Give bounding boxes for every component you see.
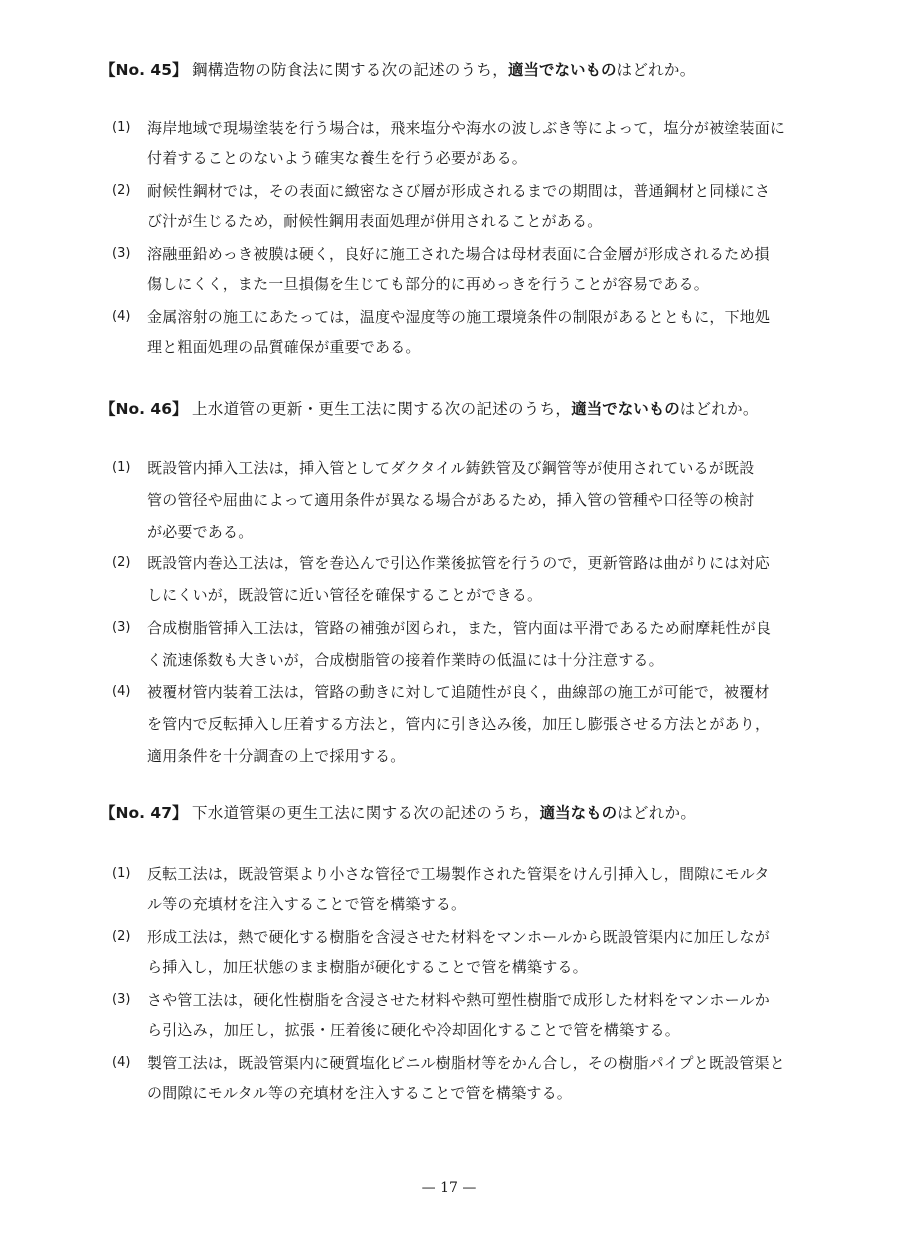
- choice-text-line: 適用条件を十分調査の上で採用する。: [147, 747, 406, 765]
- choice-text-line: 被覆材管内装着工法は，管路の動きに対して追随性が良く，曲線部の施工が可能で，被覆材: [147, 683, 770, 701]
- question-number: 【No. 47】: [100, 804, 188, 822]
- question-stem-end: はどれか。: [616, 61, 696, 79]
- choice-text-line: 耐候性鋼材では，その表面に緻密なさび層が形成されるまでの期間は，普通鋼材と同様にさ: [147, 182, 771, 200]
- choice-number: (1): [112, 120, 131, 135]
- choice-text-line: ら挿入し，加圧状態のまま樹脂が硬化することで管を構築する。: [147, 958, 588, 976]
- page-number: — 17 —: [421, 1180, 477, 1196]
- choice-text-line: 既設管内挿入工法は，挿入管としてダクタイル鋳鉄管及び鋼管等が使用されているが既設: [147, 459, 755, 477]
- choice-text-line: 形成工法は，熱で硬化する樹脂を含浸させた材料をマンホールから既設管渠内に加圧しなが: [147, 928, 770, 946]
- question-emphasis: 適当でないもの: [508, 61, 617, 79]
- choice-text-line: 海岸地域で現場塗装を行う場合は，飛来塩分や海水の波しぶき等によって，塩分が被塗装面に: [147, 119, 786, 137]
- choice-text-line: しにくいが，既設管に近い管径を確保することができる。: [147, 586, 543, 604]
- choice-text-line: ル等の充填材を注入することで管を構築する。: [147, 895, 467, 913]
- choice-text-line: 既設管内巻込工法は，管を巻込んで引込作業後拡管を行うので，更新管路は曲がりには対応: [147, 554, 770, 572]
- choice-text-line: 反転工法は，既設管渠より小さな管径で工場製作された管渠をけん引挿入し，間隙にモルタ: [147, 865, 770, 883]
- choice-text-line: 溶融亜鉛めっき被膜は硬く，良好に施工された場合は母材表面に合金層が形成されるため損: [147, 245, 770, 263]
- choice-number: (2): [112, 929, 131, 944]
- question-header: [100, 398, 860, 420]
- choice-text-line: 傷しにくく，また一旦損傷を生じても部分的に再めっきを行うことが容易である。: [147, 275, 709, 293]
- choice-text-line: 管の管径や屈曲によって適用条件が異なる場合があるため，挿入管の管種や口径等の検討: [147, 491, 755, 509]
- choice-text-line: く流速係数も大きいが，合成樹脂管の接着作業時の低温には十分注意する。: [147, 651, 664, 669]
- choice-number: (4): [112, 309, 131, 324]
- choice-number: (3): [112, 246, 131, 261]
- question-header: [100, 59, 860, 81]
- choice-text-line: 合成樹脂管挿入工法は，管路の補強が図られ，また，管内面は平滑であるため耐摩耗性が良: [147, 619, 772, 637]
- question-emphasis: 適当でないもの: [571, 400, 680, 418]
- choice-number: (2): [112, 183, 131, 198]
- choice-number: (3): [112, 992, 131, 1007]
- choice-text-line: さや管工法は，硬化性樹脂を含浸させた材料や熱可塑性樹脂で成形した材料をマンホールか: [147, 991, 770, 1009]
- choice-text-line: を管内で反転挿入し圧着する方法と，管内に引き込み後，加圧し膨張させる方法とがあり，: [147, 715, 771, 733]
- choice-number: (1): [112, 460, 131, 475]
- choice-number: (3): [112, 620, 131, 635]
- choice-text-line: ら引込み，加圧し，拡張・圧着後に硬化や冷却固化することで管を構築する。: [147, 1021, 680, 1039]
- question-emphasis: 適当なもの: [539, 804, 618, 822]
- choice-text-line: 製管工法は，既設管渠内に硬質塩化ビニル樹脂材等をかん合し，その樹脂パイプと既設管渠と: [147, 1054, 785, 1072]
- choice-number: (4): [112, 1055, 131, 1070]
- choice-text-line: 金属溶射の施工にあたっては，温度や湿度等の施工環境条件の制限があるとともに，下地処: [147, 308, 771, 326]
- question-header: [100, 802, 860, 824]
- choice-text-line: 付着することのないよう確実な養生を行う必要がある。: [147, 149, 528, 167]
- question-stem-end: はどれか。: [679, 400, 759, 418]
- question-stem-end: はどれか。: [617, 804, 697, 822]
- choice-text-line: び汁が生じるため，耐候性鋼用表面処理が併用されることがある。: [147, 212, 603, 230]
- question-stem: 上水道管の更新・更生工法に関する次の記述のうち，: [192, 400, 572, 418]
- choice-number: (1): [112, 866, 131, 881]
- choice-text-line: が必要である。: [147, 523, 254, 541]
- choice-number: (2): [112, 555, 131, 570]
- choice-text-line: の間隙にモルタル等の充填材を注入することで管を構築する。: [147, 1084, 573, 1102]
- question-number: 【No. 45】: [100, 61, 188, 79]
- choice-number: (4): [112, 684, 131, 699]
- question-stem: 下水道管渠の更生工法に関する次の記述のうち，: [192, 804, 540, 822]
- question-stem: 鋼構造物の防食法に関する次の記述のうち，: [192, 61, 509, 79]
- choice-text-line: 理と粗面処理の品質確保が重要である。: [147, 338, 421, 356]
- question-number: 【No. 46】: [100, 400, 188, 418]
